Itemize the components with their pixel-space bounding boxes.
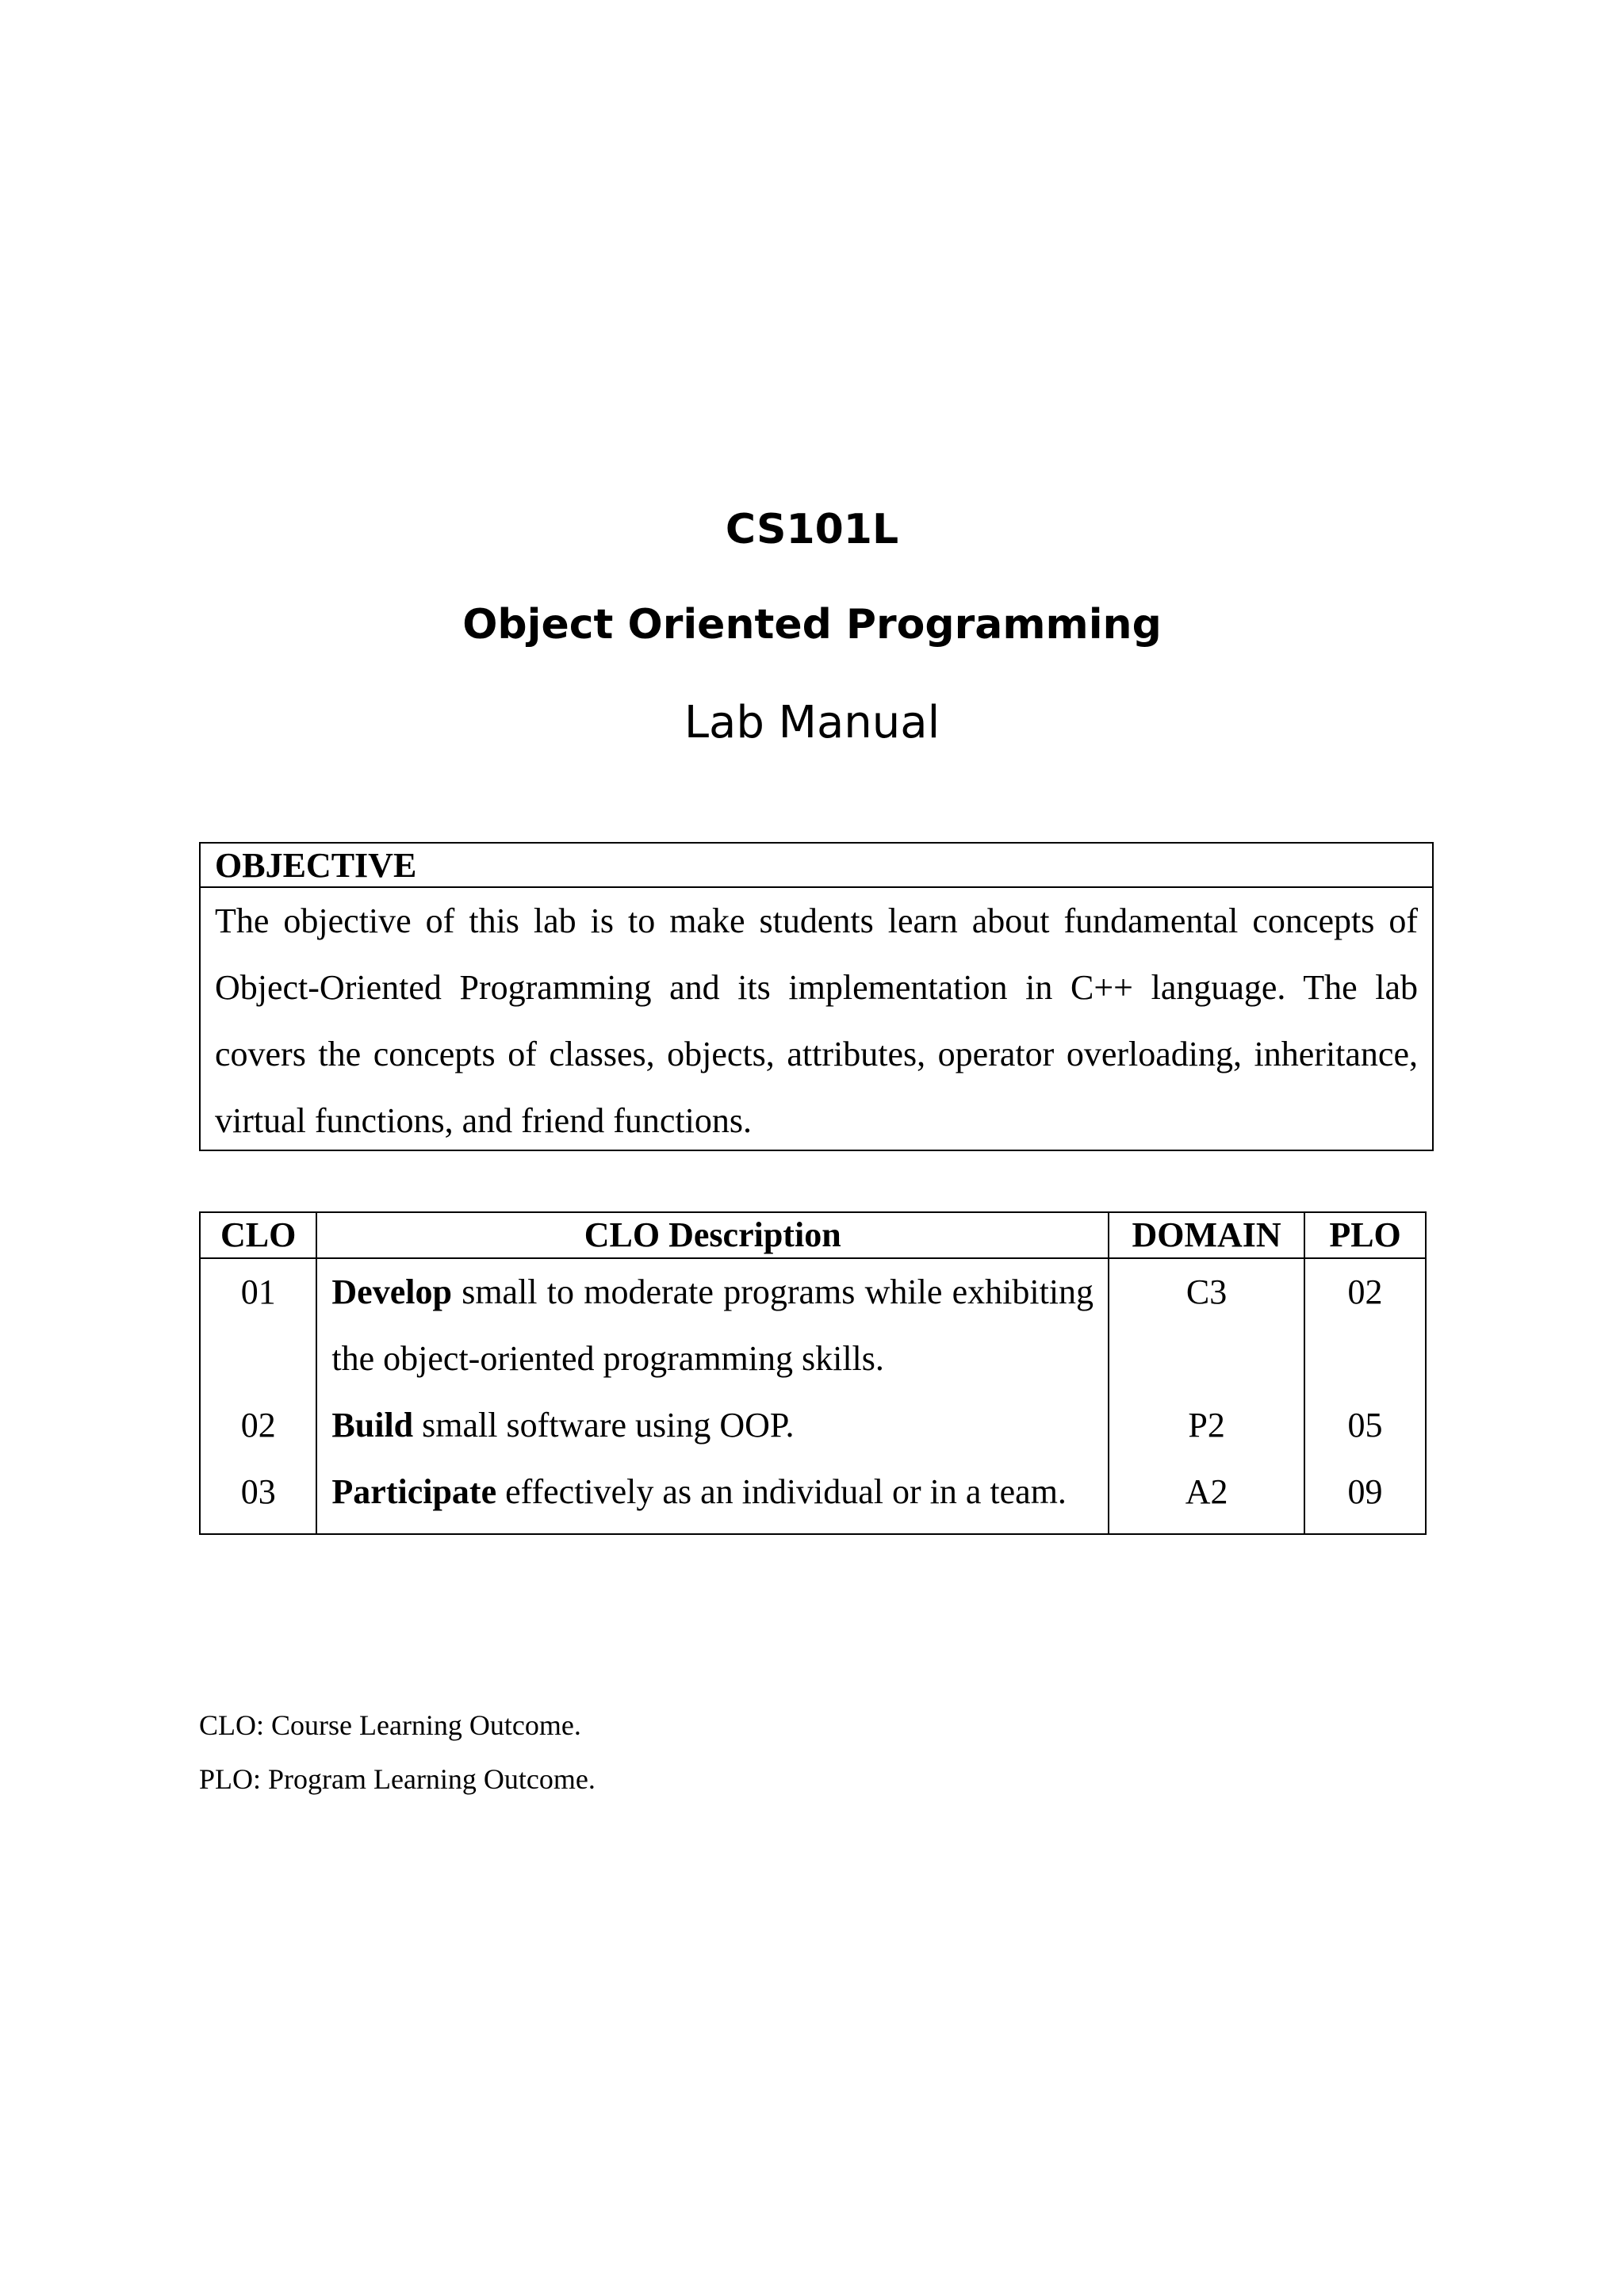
table-row: [200, 1258, 1426, 1392]
clo-action-verb: Build: [331, 1406, 414, 1445]
clo-table-header-row: [200, 1212, 1426, 1258]
clo-domain: P2: [1109, 1392, 1304, 1459]
course-code: CS101L: [725, 506, 899, 553]
clo-description: [316, 1392, 1109, 1459]
clo-plo: 02: [1304, 1258, 1426, 1392]
clo-description: [316, 1258, 1109, 1392]
clo-domain: C3: [1109, 1258, 1304, 1392]
clo-description-text: small software using OOP.: [413, 1406, 795, 1445]
clo-plo: 05: [1304, 1392, 1426, 1459]
description-column-header: CLO Description: [316, 1212, 1109, 1258]
clo-number: 02: [200, 1392, 316, 1459]
clo-footnote: CLO: Course Learning Outcome.: [199, 1709, 581, 1741]
clo-action-verb: Develop: [331, 1272, 452, 1311]
clo-description-text: small to moderate programs while exhibiting the object-oriented programming skills.: [331, 1272, 1094, 1378]
objective-box: [199, 842, 1434, 1151]
table-row: [200, 1459, 1426, 1534]
clo-table: [199, 1211, 1427, 1535]
clo-domain: A2: [1109, 1459, 1304, 1534]
course-title: Object Oriented Programming: [462, 601, 1162, 649]
plo-footnote: PLO: Program Learning Outcome.: [199, 1763, 596, 1795]
table-row: [200, 1392, 1426, 1459]
objective-text: The objective of this lab is to make students learn about fundamental concepts of Object-Oriented Programming and its implementation in C++ language. The lab covers the concepts of classes, objects, attributes, operator overloading, inheritance, virtual functions, and friend functions.: [215, 901, 1418, 1140]
clo-number: 01: [200, 1258, 316, 1392]
clo-number: 03: [200, 1459, 316, 1534]
objective-heading: OBJECTIVE: [201, 844, 1432, 888]
document-type: Lab Manual: [684, 697, 940, 748]
clo-column-header: CLO: [200, 1212, 316, 1258]
clo-description-text: effectively as an individual or in a team.: [496, 1472, 1067, 1511]
clo-action-verb: Participate: [331, 1472, 497, 1511]
domain-column-header: DOMAIN: [1109, 1212, 1304, 1258]
plo-column-header: PLO: [1304, 1212, 1426, 1258]
clo-description: [316, 1459, 1109, 1534]
clo-plo: 09: [1304, 1459, 1426, 1534]
